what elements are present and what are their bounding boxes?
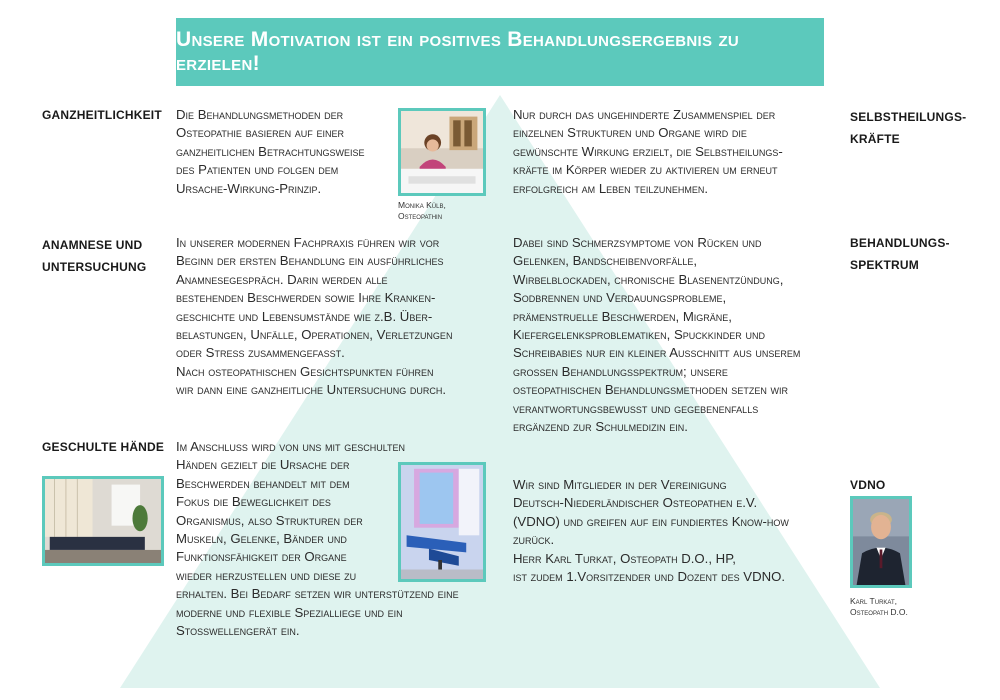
text-geschulte-haende: Im Anschluss wird von uns mit geschulten Händen gezielt die Ursache der Beschwerden behandelt mit dem Fokus die Beweglichkeit des Organismus, also Strukturen der Muskeln, Gelenke, Bänder und Funktionsfähigkeit der Organe wieder herzustellen und diese zu erhalten. Bei Bedarf setzen wir unterstützend eine moderne und flexible Spezialliege und ein Stoßwellengerät ein. [176,439,459,639]
caption-karl-turkat: Karl Turkat, Osteopath D.O. [850,596,908,617]
heading-spektrum: BEHANDLUNGS- SPEKTRUM [850,236,950,272]
text-selbstheilung: Nur durch das ungehinderte Zusammenspiel der einzelnen Strukturen und Organe wird die gewünschte Wirkung erzielt, die Selbstheilungs- kräfte im Körper wieder zu aktivieren um erneut erfolgreich am Leben teilzunehmen. [513,107,783,196]
photo-karl-turkat [850,496,912,588]
caption-monika-kuelb: Monika Külb, Osteopathin [398,200,446,221]
heading-selbstheilung: SELBSTHEILUNGS- KRÄFTE [850,110,967,146]
heading-ganzheitlichkeit: GANZHEITLICHKEIT [42,108,162,122]
photo-monika-kuelb [398,108,486,196]
text-anamnese: In unserer modernen Fachpraxis führen wir vor Beginn der ersten Behandlung ein ausführliches Anamnesegespräch. Darin werden alle bestehenden Beschwerden sowie Ihre Kranken- geschichte und Lebensumstände wie z.B. Über- belastungen, Unfälle, Operationen, Verletzungen oder Stress zusammengefasst. Nach osteopathischen Gesichtspunkten führen wir dann eine ganzheitliche Untersuchung durch. [176,235,453,398]
text-ganzheitlichkeit: Die Behandlungsmethoden der Osteopathie basieren auf einer ganzheitlichen Betrachtungsweise des Patienten und folgen dem Ursache-Wirkung-Prinzip. [176,107,365,196]
motivation-banner: Unsere Motivation ist ein positives Behandlungsergebnis zu erzielen! [176,18,824,86]
text-vdno: Wir sind Mitglieder in der Vereinigung Deutsch-Niederländischer Osteopathen e.V. (VDNO) und greifen auf ein fundiertes Know-how zurück. Herr Karl Turkat, Osteopath D.O., HP, ist zudem 1.Vorsitzender und Dozent des VDNO. [513,477,789,585]
text-spektrum: Dabei sind Schmerzsymptome von Rücken und Gelenken, Bandscheibenvorfälle, Wirbelblockaden, chronische Blasenentzündung, Sodbrennen und Verdauungsprobleme, prämenstruelle Beschwerden, Migräne, Kiefergelenksproblematiken, Spuckkinder und Schreibabies nur ein kleiner Ausschnitt aus unserem großen Behandlungsspektrum; unsere osteopathischen Behandlungsmethoden setzen wir verantwortungsbewusst und gegebenenfalls ergänzend zur Schulmedizin ein. [513,235,801,435]
photo-treatment-table [398,462,486,582]
heading-geschulte-haende: GESCHULTE HÄNDE [42,440,165,454]
heading-anamnese: ANAMNESE UND UNTERSUCHUNG [42,238,147,274]
heading-vdno: VDNO [850,478,886,492]
photo-treatment-room [42,476,164,566]
